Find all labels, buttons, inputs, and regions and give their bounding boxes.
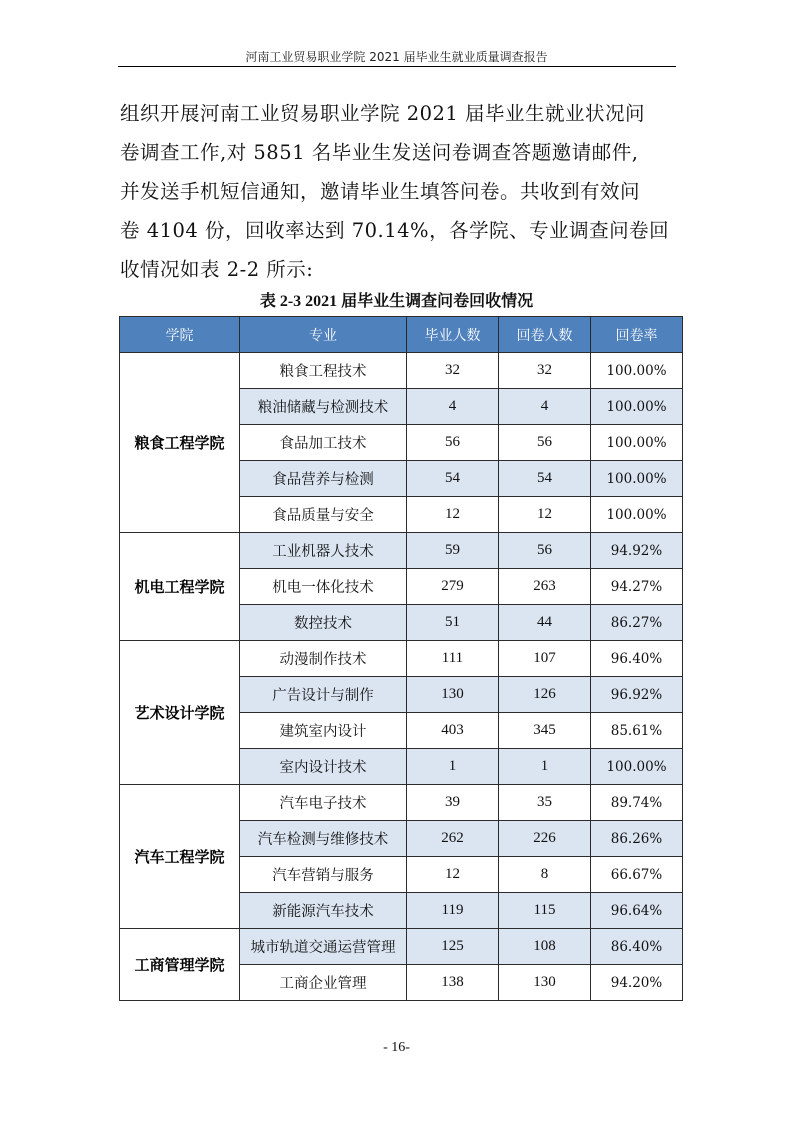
header-response-rate: 回卷率 xyxy=(591,317,683,353)
college-cell: 汽车工程学院 xyxy=(120,785,240,929)
graduates-cell: 111 xyxy=(407,641,499,677)
responses-cell: 56 xyxy=(499,425,591,461)
graduates-cell: 119 xyxy=(407,893,499,929)
graduates-cell: 56 xyxy=(407,425,499,461)
table-row xyxy=(120,785,683,821)
header-rule xyxy=(118,66,676,67)
college-cell: 工商管理学院 xyxy=(120,929,240,1001)
responses-cell: 115 xyxy=(499,893,591,929)
responses-cell: 345 xyxy=(499,713,591,749)
graduates-cell: 59 xyxy=(407,533,499,569)
responses-cell: 107 xyxy=(499,641,591,677)
graduates-cell: 4 xyxy=(407,389,499,425)
major-cell: 建筑室内设计 xyxy=(240,713,407,749)
major-cell: 食品加工技术 xyxy=(240,425,407,461)
rate-cell: 94.20% xyxy=(591,965,683,1001)
page-number: - 16- xyxy=(383,1040,410,1055)
responses-cell: 126 xyxy=(499,677,591,713)
rate-cell: 86.27% xyxy=(591,605,683,641)
survey-response-table xyxy=(119,316,683,1001)
major-cell: 数控技术 xyxy=(240,605,407,641)
graduates-cell: 262 xyxy=(407,821,499,857)
header-responses: 回卷人数 xyxy=(499,317,591,353)
major-cell: 粮食工程技术 xyxy=(240,353,407,389)
responses-cell: 56 xyxy=(499,533,591,569)
major-cell: 汽车营销与服务 xyxy=(240,857,407,893)
rate-cell: 96.92% xyxy=(591,677,683,713)
rate-cell: 66.67% xyxy=(591,857,683,893)
responses-cell: 4 xyxy=(499,389,591,425)
graduates-cell: 12 xyxy=(407,857,499,893)
graduates-cell: 32 xyxy=(407,353,499,389)
rate-cell: 94.27% xyxy=(591,569,683,605)
body-line: 组织开展河南工业贸易职业学院 2021 届毕业生就业状况问 xyxy=(120,102,646,125)
responses-cell: 226 xyxy=(499,821,591,857)
header-major: 专业 xyxy=(240,317,407,353)
rate-cell: 85.61% xyxy=(591,713,683,749)
major-cell: 室内设计技术 xyxy=(240,749,407,785)
responses-cell: 108 xyxy=(499,929,591,965)
header-graduates: 毕业人数 xyxy=(407,317,499,353)
college-cell: 机电工程学院 xyxy=(120,533,240,641)
college-cell: 粮食工程学院 xyxy=(120,353,240,533)
graduates-cell: 51 xyxy=(407,605,499,641)
major-cell: 机电一体化技术 xyxy=(240,569,407,605)
responses-cell: 1 xyxy=(499,749,591,785)
rate-cell: 100.00% xyxy=(591,425,683,461)
graduates-cell: 138 xyxy=(407,965,499,1001)
major-cell: 工业机器人技术 xyxy=(240,533,407,569)
major-cell: 动漫制作技术 xyxy=(240,641,407,677)
graduates-cell: 279 xyxy=(407,569,499,605)
responses-cell: 12 xyxy=(499,497,591,533)
responses-cell: 130 xyxy=(499,965,591,1001)
rate-cell: 100.00% xyxy=(591,461,683,497)
header-college: 学院 xyxy=(120,317,240,353)
body-line: 收情况如表 2-2 所示: xyxy=(120,258,314,281)
major-cell: 广告设计与制作 xyxy=(240,677,407,713)
college-cell: 艺术设计学院 xyxy=(120,641,240,785)
table-row xyxy=(120,353,683,389)
table-header-row xyxy=(120,317,683,353)
body-line: 卷 4104 份，回收率达到 70.14%，各学院、专业调查问卷回 xyxy=(120,219,670,242)
major-cell: 粮油储藏与检测技术 xyxy=(240,389,407,425)
rate-cell: 100.00% xyxy=(591,497,683,533)
graduates-cell: 1 xyxy=(407,749,499,785)
major-cell: 食品质量与安全 xyxy=(240,497,407,533)
major-cell: 汽车检测与维修技术 xyxy=(240,821,407,857)
major-cell: 食品营养与检测 xyxy=(240,461,407,497)
table-row xyxy=(120,929,683,965)
responses-cell: 32 xyxy=(499,353,591,389)
responses-cell: 44 xyxy=(499,605,591,641)
rate-cell: 86.40% xyxy=(591,929,683,965)
table-caption: 表 2-3 2021 届毕业生调查问卷回收情况 xyxy=(259,293,534,310)
graduates-cell: 403 xyxy=(407,713,499,749)
graduates-cell: 12 xyxy=(407,497,499,533)
rate-cell: 96.64% xyxy=(591,893,683,929)
responses-cell: 54 xyxy=(499,461,591,497)
rate-cell: 96.40% xyxy=(591,641,683,677)
graduates-cell: 54 xyxy=(407,461,499,497)
body-paragraph xyxy=(120,94,680,289)
major-cell: 汽车电子技术 xyxy=(240,785,407,821)
running-header: 河南工业贸易职业学院 2021 届毕业生就业质量调查报告 xyxy=(245,50,548,64)
responses-cell: 8 xyxy=(499,857,591,893)
table-row xyxy=(120,641,683,677)
rate-cell: 94.92% xyxy=(591,533,683,569)
graduates-cell: 125 xyxy=(407,929,499,965)
rate-cell: 100.00% xyxy=(591,353,683,389)
rate-cell: 100.00% xyxy=(591,389,683,425)
major-cell: 工商企业管理 xyxy=(240,965,407,1001)
body-line: 卷调查工作,对 5851 名毕业生发送问卷调查答题邀请邮件, xyxy=(120,141,639,164)
graduates-cell: 130 xyxy=(407,677,499,713)
graduates-cell: 39 xyxy=(407,785,499,821)
major-cell: 新能源汽车技术 xyxy=(240,893,407,929)
responses-cell: 263 xyxy=(499,569,591,605)
rate-cell: 86.26% xyxy=(591,821,683,857)
body-line: 并发送手机短信通知，邀请毕业生填答问卷。共收到有效问 xyxy=(120,180,641,203)
rate-cell: 100.00% xyxy=(591,749,683,785)
responses-cell: 35 xyxy=(499,785,591,821)
rate-cell: 89.74% xyxy=(591,785,683,821)
major-cell: 城市轨道交通运营管理 xyxy=(240,929,407,965)
table-row xyxy=(120,533,683,569)
